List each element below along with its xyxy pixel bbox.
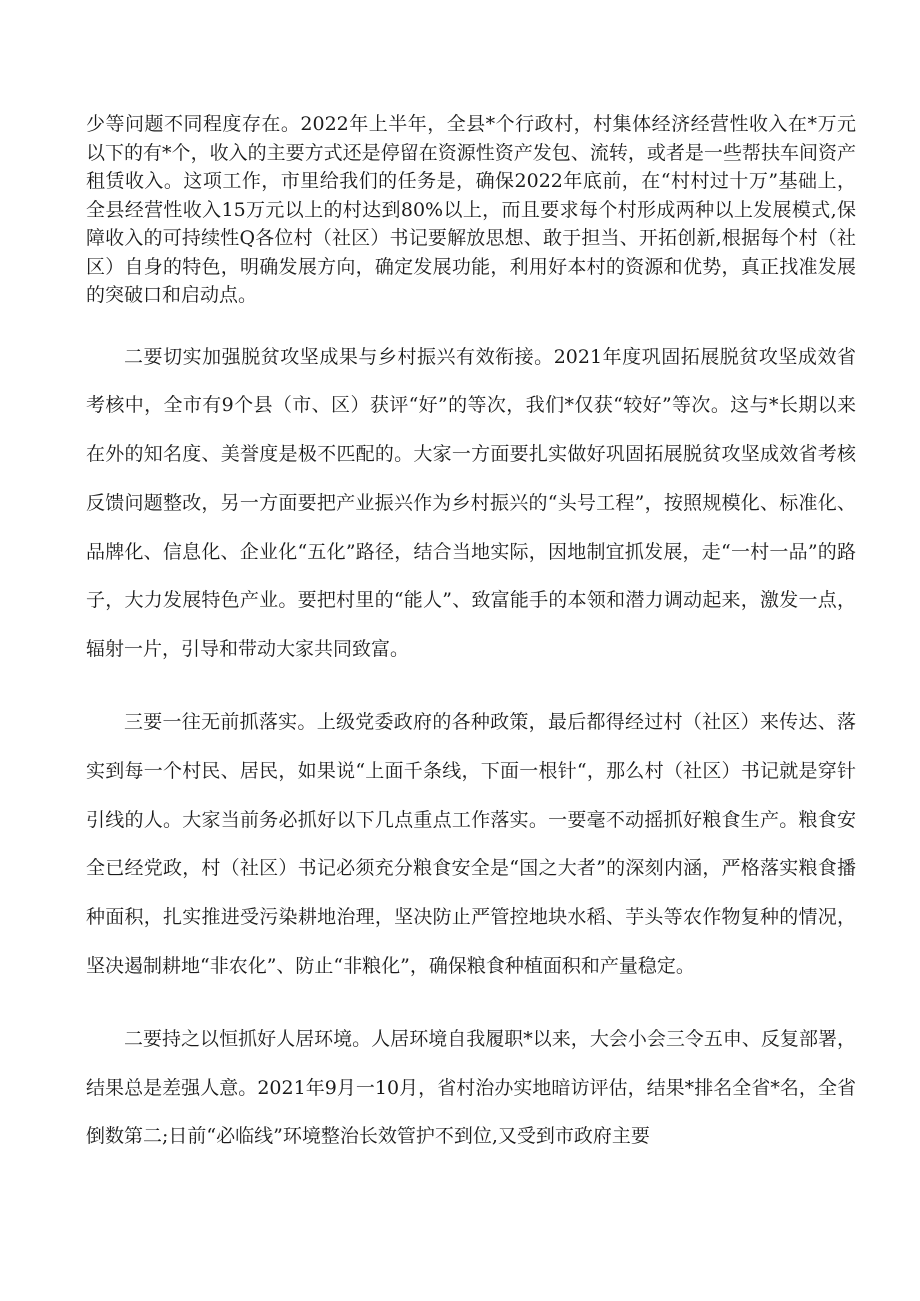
paragraph-1: 少等问题不同程度存在。2022年上半年，全县*个行政村，村集体经济经营性收入在*万元以下的有*个，收入的主要方式还是停留在资源性资产发包、流转，或者是一些帮扶车间资产租赁收入。这项工作，市里给我们的任务是，确保2022年底前，在“村村过十万”基础上，全县经营性收入15万元以上的村达到80%以上，而且要求每个村形成两种以上发展模式,保障收入的可持续性Q各位村（社区）书记要解放思想、敢于担当、开拓创新,根据每个村（社区）自身的特色，明确发展方向，确定发展功能，利用好本村的资源和优势，真正找准发展的突破口和启动点。 bbox=[86, 113, 856, 306]
paragraph-2: 二要切实加强脱贫攻坚成果与乡村振兴有效衔接。2021年度巩固拓展脱贫攻坚成效省考核中，全市有9个县（市、区）获评“好”的等次，我们*仅获“较好”等次。这与*长期以来在外的知名度、美誉度是极不匹配的。大家一方面要扎实做好巩固拓展脱贫攻坚成效省考核反馈问题整改，另一方面要把产业振兴作为乡村振兴的“头号工程”，按照规模化、标准化、品牌化、信息化、企业化“五化”路径，结合当地实际，因地制宜抓发展，走“一村一品”的路子，大力发展特色产业。要把村里的“能人”、致富能手的本领和潜力调动起来，激发一点，辐射一片，引导和带动大家共同致富。 bbox=[86, 345, 856, 661]
paragraph-3: 三要一往无前抓落实。上级党委政府的各种政策，最后都得经过村（社区）来传达、落实到每一个村民、居民，如果说“上面千条线，下面一根针“，那么村（社区）书记就是穿针引线的人。大家当前务必抓好以下几点重点工作落实。一要毫不动摇抓好粮食生产。粮食安全已经党政，村（社区）书记必须充分粮食安全是“国之大者”的深刻内涵，严格落实粮食播种面积，扎实推进受污染耕地治理，坚决防止严管控地块水稻、芋头等农作物复种的情况，坚决遏制耕地“非农化”、防止“非粮化”，确保粮食种植面积和产量稳定。 bbox=[86, 711, 856, 978]
document-page bbox=[86, 110, 856, 1161]
paragraph-4: 二要持之以恒抓好人居环境。人居环境自我履职*以来，大会小会三令五申、反复部署，结果总是差强人意。2021年9月一10月，省村治办实地暗访评估，结果*排名全省*名，全省倒数第二;日前“必临线”环境整治长效管护不到位,又受到市政府主要 bbox=[86, 1027, 856, 1148]
